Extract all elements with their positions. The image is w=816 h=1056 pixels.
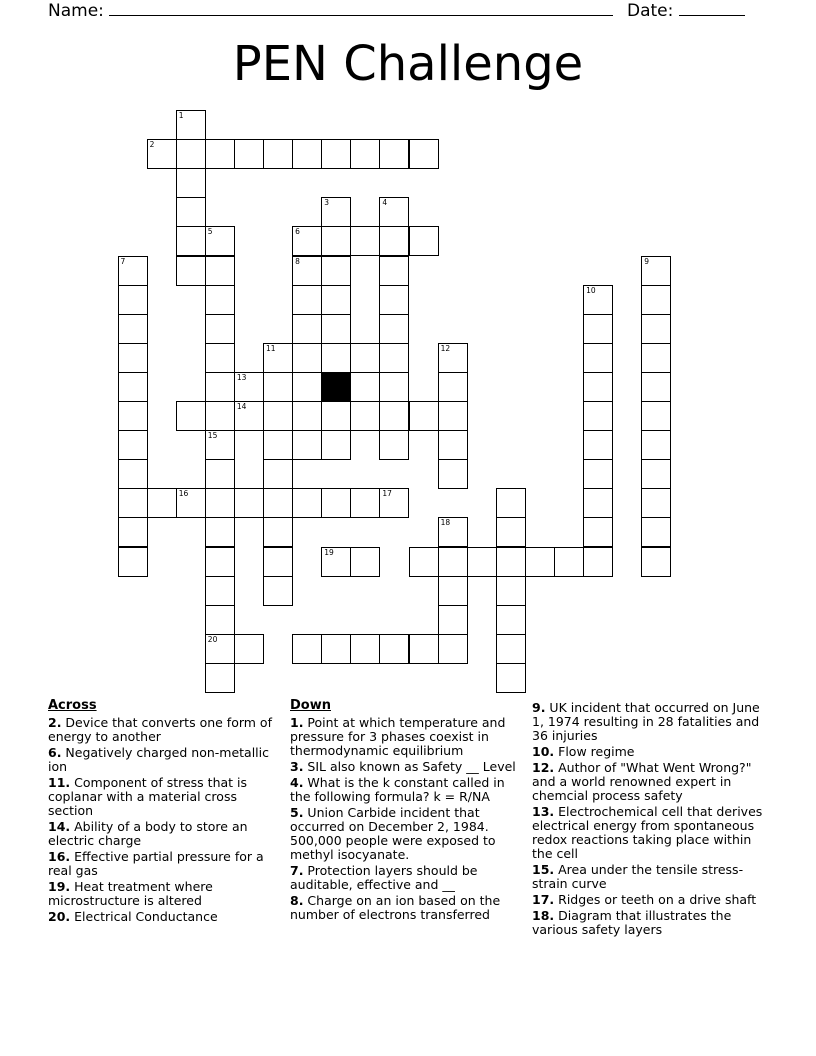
- grid-cell[interactable]: [409, 634, 439, 664]
- grid-cell[interactable]: [205, 576, 235, 606]
- clue-number: 9: [644, 256, 650, 266]
- grid-cell[interactable]: [583, 459, 613, 489]
- grid-cell[interactable]: [641, 547, 671, 577]
- grid-cell[interactable]: [641, 256, 671, 286]
- clue-item-number: 12.: [532, 760, 555, 775]
- grid-cell[interactable]: [176, 401, 206, 431]
- grid-cell[interactable]: [205, 488, 235, 518]
- grid-cell[interactable]: [583, 285, 613, 315]
- grid-cell[interactable]: [263, 576, 293, 606]
- grid-cell[interactable]: [438, 372, 468, 402]
- grid-cell[interactable]: [118, 372, 148, 402]
- grid-cell[interactable]: [205, 139, 235, 169]
- grid-cell[interactable]: [292, 314, 322, 344]
- clue-item: [532, 745, 768, 759]
- clue-item: [532, 701, 768, 743]
- grid-cell[interactable]: [263, 401, 293, 431]
- clue-item-number: 11.: [48, 775, 71, 790]
- grid-cell[interactable]: [263, 547, 293, 577]
- clue-item-text: Device that converts one form of energy to another: [48, 715, 272, 744]
- clue-item-text: Negatively charged non-metallic ion: [48, 745, 269, 774]
- grid-cell[interactable]: [205, 517, 235, 547]
- grid-cell[interactable]: [350, 401, 380, 431]
- grid-cell[interactable]: [379, 139, 409, 169]
- grid-cell[interactable]: [350, 139, 380, 169]
- clue-item-text: SIL also known as Safety __ Level: [303, 759, 516, 774]
- clue-item: [48, 850, 274, 878]
- grid-cell[interactable]: [321, 256, 351, 286]
- clue-item: [290, 760, 524, 774]
- grid-cell[interactable]: [438, 634, 468, 664]
- clue-item-text: Component of stress that is coplanar with a material cross section: [48, 775, 248, 818]
- grid-cell[interactable]: [321, 634, 351, 664]
- grid-cell[interactable]: [583, 547, 613, 577]
- grid-cell[interactable]: [321, 488, 351, 518]
- clue-item: [290, 716, 524, 758]
- clue-item-text: Ridges or teeth on a drive shaft: [554, 892, 757, 907]
- clue-item-number: 19.: [48, 879, 71, 894]
- grid-cell[interactable]: [205, 605, 235, 635]
- grid-cell[interactable]: [641, 430, 671, 460]
- clue-item: [532, 893, 768, 907]
- grid-cell[interactable]: [263, 372, 293, 402]
- clue-number: 4: [382, 198, 388, 208]
- grid-cell[interactable]: [496, 488, 526, 518]
- grid-cell[interactable]: [350, 226, 380, 256]
- grid-cell[interactable]: [321, 139, 351, 169]
- grid-cell[interactable]: [263, 459, 293, 489]
- across-clue-list: [48, 716, 274, 924]
- clue-item-number: 2.: [48, 715, 62, 730]
- grid-cell[interactable]: [321, 401, 351, 431]
- grid-cell[interactable]: [379, 372, 409, 402]
- grid-cell[interactable]: [321, 226, 351, 256]
- grid-cell[interactable]: [583, 343, 613, 373]
- down-clues: [290, 699, 524, 924]
- clue-item: [48, 910, 274, 924]
- clue-item: [290, 776, 524, 804]
- clue-item: [48, 776, 274, 818]
- grid-cell[interactable]: [321, 430, 351, 460]
- clue-item-number: 10.: [532, 744, 555, 759]
- clue-item: [532, 909, 768, 937]
- clue-item-text: Union Carbide incident that occurred on December 2, 1984. 500,000 people were exposed to methyl isocyanate.: [290, 805, 496, 862]
- clue-item-number: 1.: [290, 715, 304, 730]
- grid-cell[interactable]: [379, 401, 409, 431]
- grid-cell[interactable]: [350, 634, 380, 664]
- grid-cell[interactable]: [321, 314, 351, 344]
- grid-cell[interactable]: [438, 547, 468, 577]
- clue-number: 3: [324, 198, 329, 208]
- grid-cell[interactable]: [292, 343, 322, 373]
- clue-item-number: 15.: [532, 862, 555, 877]
- grid-cell[interactable]: [409, 226, 439, 256]
- grid-cell[interactable]: [467, 547, 497, 577]
- grid-cell[interactable]: [379, 226, 409, 256]
- clue-item-number: 7.: [290, 863, 304, 878]
- grid-cell[interactable]: [205, 285, 235, 315]
- clue-item-text: Heat treatment where microstructure is altered: [48, 879, 213, 908]
- grid-cell[interactable]: [176, 139, 206, 169]
- grid-cell[interactable]: [292, 401, 322, 431]
- grid-cell[interactable]: [321, 343, 351, 373]
- grid-cell[interactable]: [263, 430, 293, 460]
- clue-item-text: Protection layers should be auditable, effective and __: [290, 863, 478, 892]
- grid-cell[interactable]: [583, 488, 613, 518]
- clue-item-text: Point at which temperature and pressure for 3 phases coexist in thermodynamic equilibrium: [290, 715, 506, 758]
- clue-item-number: 5.: [290, 805, 304, 820]
- grid-cell[interactable]: [438, 401, 468, 431]
- clue-item: [290, 806, 524, 862]
- grid-cell[interactable]: [583, 430, 613, 460]
- grid-cell[interactable]: [292, 634, 322, 664]
- clue-item-text: Flow regime: [554, 744, 635, 759]
- grid-cell[interactable]: [205, 226, 235, 256]
- clue-number: 8: [295, 256, 300, 266]
- grid-cell[interactable]: [583, 517, 613, 547]
- grid-cell[interactable]: [321, 285, 351, 315]
- clue-number: 16: [178, 489, 189, 499]
- grid-cell[interactable]: [234, 401, 264, 431]
- grid-cell[interactable]: [496, 576, 526, 606]
- grid-cell[interactable]: [379, 285, 409, 315]
- grid-cell[interactable]: [496, 517, 526, 547]
- grid-cell[interactable]: [438, 517, 468, 547]
- grid-cell[interactable]: [205, 256, 235, 286]
- grid-cell[interactable]: [118, 343, 148, 373]
- clue-number: 17: [382, 489, 392, 499]
- grid-cell[interactable]: [205, 459, 235, 489]
- grid-cell[interactable]: [409, 401, 439, 431]
- grid-cell[interactable]: [583, 314, 613, 344]
- grid-cell[interactable]: [292, 226, 322, 256]
- clue-item-text: Author of "What Went Wrong?" and a world renowned expert in chemcial process safety: [532, 760, 752, 803]
- clue-number: 19: [324, 547, 334, 557]
- clue-item-number: 8.: [290, 893, 304, 908]
- clue-item-text: UK incident that occurred on June 1, 1974 resulting in 28 fatalities and 36 injuries: [532, 700, 760, 743]
- clue-item-number: 3.: [290, 759, 304, 774]
- grid-cell[interactable]: [234, 372, 264, 402]
- grid-cell[interactable]: [350, 488, 380, 518]
- clue-item-text: Ability of a body to store an electric charge: [48, 819, 248, 848]
- grid-cell[interactable]: [641, 488, 671, 518]
- grid-cell[interactable]: [118, 401, 148, 431]
- grid-cell[interactable]: [205, 343, 235, 373]
- grid-cell[interactable]: [118, 430, 148, 460]
- clue-number: 5: [207, 227, 213, 237]
- grid-cell[interactable]: [176, 197, 206, 227]
- grid-cell[interactable]: [118, 314, 148, 344]
- clue-item: [48, 880, 274, 908]
- grid-cell[interactable]: [263, 343, 293, 373]
- clue-number: 7: [120, 256, 126, 266]
- grid-cell[interactable]: [118, 547, 148, 577]
- grid-cell[interactable]: [641, 314, 671, 344]
- page-title: PEN Challenge: [232, 36, 584, 92]
- grid-cell[interactable]: [205, 372, 235, 402]
- clue-number: 2: [149, 140, 155, 150]
- grid-cell[interactable]: [350, 372, 380, 402]
- grid-cell[interactable]: [641, 285, 671, 315]
- grid-cell[interactable]: [263, 488, 293, 518]
- grid-cell[interactable]: [641, 401, 671, 431]
- clue-item-text: What is the k constant called in the following formula? k = R/NA: [290, 775, 505, 804]
- clue-item-number: 16.: [48, 849, 71, 864]
- grid-cell[interactable]: [641, 343, 671, 373]
- grid-cell[interactable]: [496, 634, 526, 664]
- grid-cell[interactable]: [409, 547, 439, 577]
- grid-cell[interactable]: [205, 547, 235, 577]
- down-heading: Down: [290, 698, 331, 713]
- clue-item-text: Area under the tensile stress-strain curve: [532, 862, 744, 891]
- clue-item: [532, 805, 768, 861]
- grid-cell[interactable]: [292, 488, 322, 518]
- clue-number: 10: [586, 285, 596, 295]
- clue-item-number: 18.: [532, 908, 555, 923]
- grid-cell[interactable]: [234, 634, 264, 664]
- grid-cell[interactable]: [379, 314, 409, 344]
- grid-cell[interactable]: [234, 139, 264, 169]
- grid-cell[interactable]: [321, 197, 351, 227]
- grid-cell[interactable]: [234, 488, 264, 518]
- grid-cell[interactable]: [292, 256, 322, 286]
- grid-cell[interactable]: [118, 488, 148, 518]
- grid-cell[interactable]: [118, 517, 148, 547]
- clue-item-text: Diagram that illustrates the various safety layers: [532, 908, 732, 937]
- grid-cell[interactable]: [350, 343, 380, 373]
- grid-cell[interactable]: [641, 372, 671, 402]
- clue-item: [48, 716, 274, 744]
- grid-cell[interactable]: [379, 197, 409, 227]
- clue-item-text: Electrical Conductance: [70, 909, 218, 924]
- clue-item-number: 17.: [532, 892, 555, 907]
- clue-item: [48, 820, 274, 848]
- clue-item-text: Charge on an ion based on the number of electrons transferred: [290, 893, 501, 922]
- grid-cell[interactable]: [292, 139, 322, 169]
- grid-cell[interactable]: [147, 488, 177, 518]
- clue-item: [290, 864, 524, 892]
- grid-cell[interactable]: [263, 517, 293, 547]
- clue-item-number: 14.: [48, 819, 71, 834]
- clue-number: 11: [266, 343, 276, 353]
- grid-cell[interactable]: [292, 372, 322, 402]
- clue-item: [290, 894, 524, 922]
- across-clues: [48, 699, 274, 926]
- clue-number: 12: [440, 343, 451, 353]
- clue-item-text: Effective partial pressure for a real gas: [48, 849, 264, 878]
- grid-cell[interactable]: [379, 488, 409, 518]
- date-label: Date:: [627, 1, 674, 21]
- clue-item-number: 4.: [290, 775, 304, 790]
- grid-cell[interactable]: [438, 430, 468, 460]
- grid-cell[interactable]: [438, 459, 468, 489]
- grid-cell[interactable]: [409, 139, 439, 169]
- grid-cell[interactable]: [379, 256, 409, 286]
- grid-cell[interactable]: [205, 634, 235, 664]
- clue-item: [532, 863, 768, 891]
- name-label: Name:: [48, 1, 104, 21]
- clue-number: 6: [295, 227, 300, 237]
- down-clue-list-continued: [532, 701, 768, 937]
- grid-cell[interactable]: [205, 401, 235, 431]
- grid-cell[interactable]: [496, 605, 526, 635]
- grid-cell[interactable]: [176, 488, 206, 518]
- down-clues-continued: [532, 701, 768, 939]
- grid-cell[interactable]: [583, 401, 613, 431]
- clue-item: [48, 746, 274, 774]
- grid-cell[interactable]: [554, 547, 584, 577]
- grid-cell[interactable]: [438, 576, 468, 606]
- grid-cell[interactable]: [641, 459, 671, 489]
- grid-cell[interactable]: [438, 605, 468, 635]
- grid-cell[interactable]: [205, 314, 235, 344]
- clue-number: 1: [178, 111, 184, 120]
- clue-number: 15: [207, 431, 218, 441]
- grid-cell[interactable]: [525, 547, 555, 577]
- grid-cell[interactable]: [118, 459, 148, 489]
- grid-cell[interactable]: [176, 256, 206, 286]
- clue-number: 13: [236, 372, 247, 382]
- clue-number: 14: [236, 402, 247, 411]
- grid-cell[interactable]: [118, 285, 148, 315]
- grid-cell[interactable]: [350, 547, 380, 577]
- clue-item-number: 9.: [532, 700, 546, 715]
- grid-cell[interactable]: [379, 634, 409, 664]
- grid-cell[interactable]: [176, 226, 206, 256]
- grid-cell[interactable]: [379, 343, 409, 373]
- grid-cell[interactable]: [176, 110, 206, 140]
- grid-cell[interactable]: [292, 430, 322, 460]
- grid-cell[interactable]: [641, 517, 671, 547]
- clue-item-text: Electrochemical cell that derives electrical energy from spontaneous redox reactions taking place within the cell: [532, 804, 763, 861]
- clue-item: [532, 761, 768, 803]
- grid-cell[interactable]: [583, 372, 613, 402]
- grid-cell[interactable]: [263, 139, 293, 169]
- grid-cell[interactable]: [292, 285, 322, 315]
- grid-cell[interactable]: [118, 256, 148, 286]
- clue-item-number: 13.: [532, 804, 555, 819]
- grid-cell[interactable]: [321, 547, 351, 577]
- black-square: [321, 372, 351, 402]
- grid-cell[interactable]: [176, 168, 206, 198]
- clue-item-number: 20.: [48, 909, 71, 924]
- grid-cell[interactable]: [496, 663, 526, 693]
- clue-item-number: 6.: [48, 745, 62, 760]
- grid-cell[interactable]: [205, 663, 235, 693]
- grid-cell[interactable]: [379, 430, 409, 460]
- grid-cell[interactable]: [147, 139, 177, 169]
- clue-number: 18: [440, 518, 451, 528]
- grid-cell[interactable]: [496, 547, 526, 577]
- across-heading: Across: [48, 698, 97, 713]
- clue-number: 20: [207, 634, 218, 644]
- grid-cell[interactable]: [205, 430, 235, 460]
- down-clue-list: [290, 716, 524, 922]
- grid-cell[interactable]: [438, 343, 468, 373]
